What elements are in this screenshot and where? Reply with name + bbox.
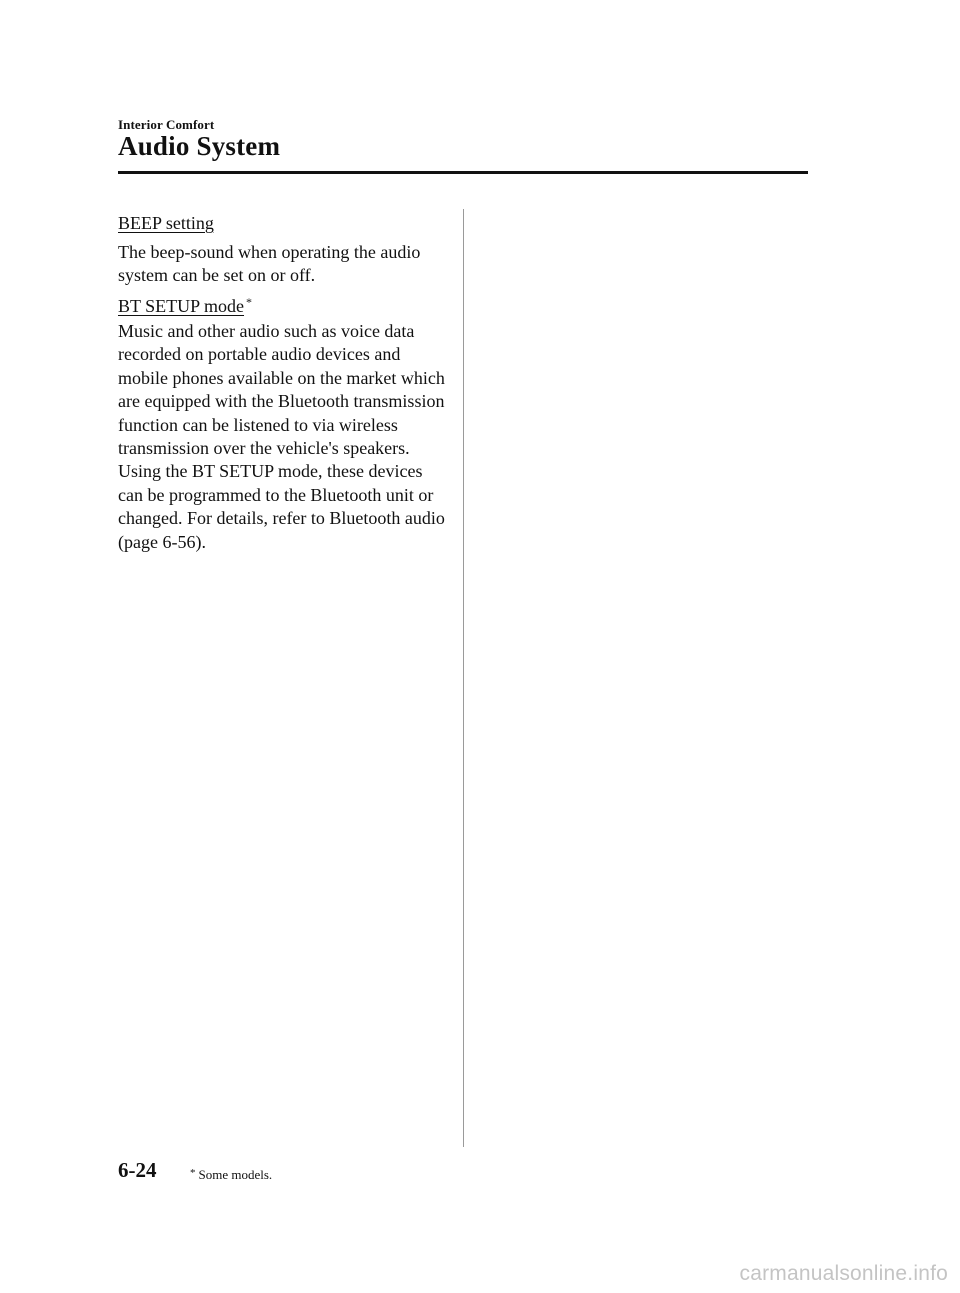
- watermark: carmanualsonline.info: [739, 1262, 948, 1285]
- footer-note: [190, 1167, 272, 1183]
- bt-setup-paragraph: Music and other audio such as voice data recorded on portable audio devices and mobile phones available on the market which are equipped with the Bluetooth transmission function can be listened to via wireless transmission over the vehicle's speakers. Using the BT SETUP mode, these devices can be programmed to the Bluetooth unit or changed. For details, refer to Bluetooth audio (page 6-56).: [118, 321, 445, 552]
- footer-asterisk-icon: *: [190, 1167, 196, 1179]
- bt-setup-heading-text: BT SETUP mode: [118, 296, 245, 316]
- page-title: Audio System: [118, 131, 281, 161]
- section-label: Interior Comfort: [118, 117, 215, 132]
- beep-setting-paragraph: The beep-sound when operating the audio system can be set on or off.: [118, 242, 421, 286]
- beep-setting-heading: [118, 211, 214, 235]
- footer-note-text: Some models.: [198, 1167, 273, 1182]
- page-number: 6-24: [118, 1158, 157, 1182]
- beep-setting-heading-text: BEEP setting: [118, 213, 214, 233]
- title-rule: [118, 171, 808, 174]
- some-models-asterisk-icon: *: [246, 295, 253, 309]
- column-divider: [463, 209, 464, 1147]
- bt-setup-heading: [118, 290, 252, 318]
